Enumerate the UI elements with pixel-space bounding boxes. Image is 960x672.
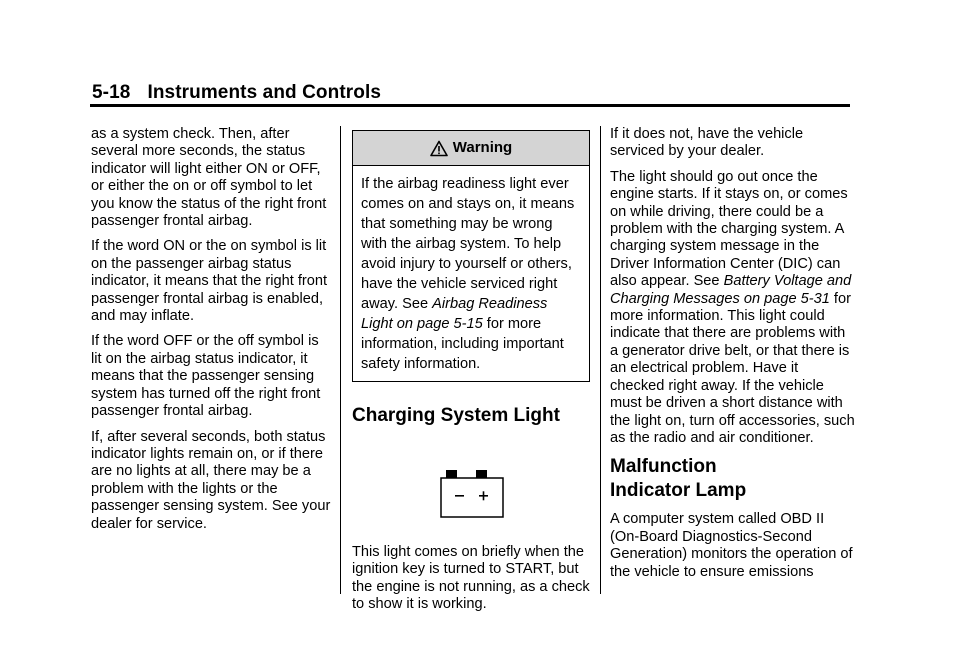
paragraph: A computer system called OBD II (On-Board Diagnostics-Second Generation) monitors the operation of the vehicle to ensure emissions <box>610 511 853 580</box>
paragraph: If the word ON or the on symbol is lit on the passenger airbag status indicator, it means that the right front passenger frontal airbag is enabled, and may inflate. <box>91 238 328 325</box>
battery-figure <box>352 428 592 544</box>
battery-icon <box>440 470 504 518</box>
section-title: Instruments and Controls <box>147 82 382 103</box>
header-rule <box>90 104 850 107</box>
column-3 <box>610 126 855 589</box>
warning-box <box>352 130 590 382</box>
page-header <box>92 82 381 104</box>
cross-reference[interactable]: Battery Voltage and Charging Messages on page 5-31 <box>610 273 852 307</box>
paragraph: If it does not, have the vehicle serviced by your dealer. <box>610 126 804 160</box>
paragraph <box>610 169 855 448</box>
paragraph: If, after several seconds, both status indicator lights remain on, or if there are no lights at all, there may be a problem with the lights or the passenger sensing system. See your dealer for service. <box>91 428 331 532</box>
heading-line: Malfunction <box>610 456 717 478</box>
paragraph: If the word OFF or the off symbol is lit on the airbag status indicator, it means that the passenger sensing system has turned off the right front passenger frontal airbag. <box>91 333 321 420</box>
column-divider <box>600 126 601 594</box>
paragraph: This light comes on briefly when the ignition key is turned to START, but the engine is not running, as a check to show it is working. <box>352 544 590 613</box>
heading-line: Indicator Lamp <box>610 480 747 502</box>
page-number: 5-18 <box>92 82 131 103</box>
paragraph-text: The light should go out once the engine starts. If it stays on, or comes on while driving, there could be a problem with the charging system. A charging system message in the Driver Information Center (DIC) can also appear. See <box>610 168 848 290</box>
warning-text: for more information, including important safety information. <box>361 316 564 372</box>
section-heading: Charging System Light <box>352 405 560 426</box>
section-heading <box>610 455 855 503</box>
warning-triangle-icon <box>430 140 448 157</box>
warning-body <box>353 166 589 381</box>
column-divider <box>340 126 341 594</box>
column-2 <box>352 126 592 622</box>
paragraph-text: for more information. This light could indicate that there are problems with a generator drive belt, or that there is an electrical problem. Have it checked right away. If the vehicle must be driven a short distance with the light on, turn off accessories, such as the radio and air conditioner. <box>610 290 855 446</box>
warning-title: Warning <box>452 139 513 157</box>
paragraph: as a system check. Then, after several more seconds, the status indicator will light either ON or OFF, or either the on or off symbol to let you know the status of the right front passenger frontal airbag. <box>91 126 327 230</box>
warning-text: If the airbag readiness light ever comes on and stays on, it means that something may be wrong with the airbag system. To help avoid injury to yourself or others, have the vehicle serviced right away. See <box>361 176 575 312</box>
column-1 <box>91 126 331 541</box>
warning-header <box>353 131 589 166</box>
warning-reference[interactable]: Airbag Readiness Light on page 5-15 <box>361 296 548 332</box>
